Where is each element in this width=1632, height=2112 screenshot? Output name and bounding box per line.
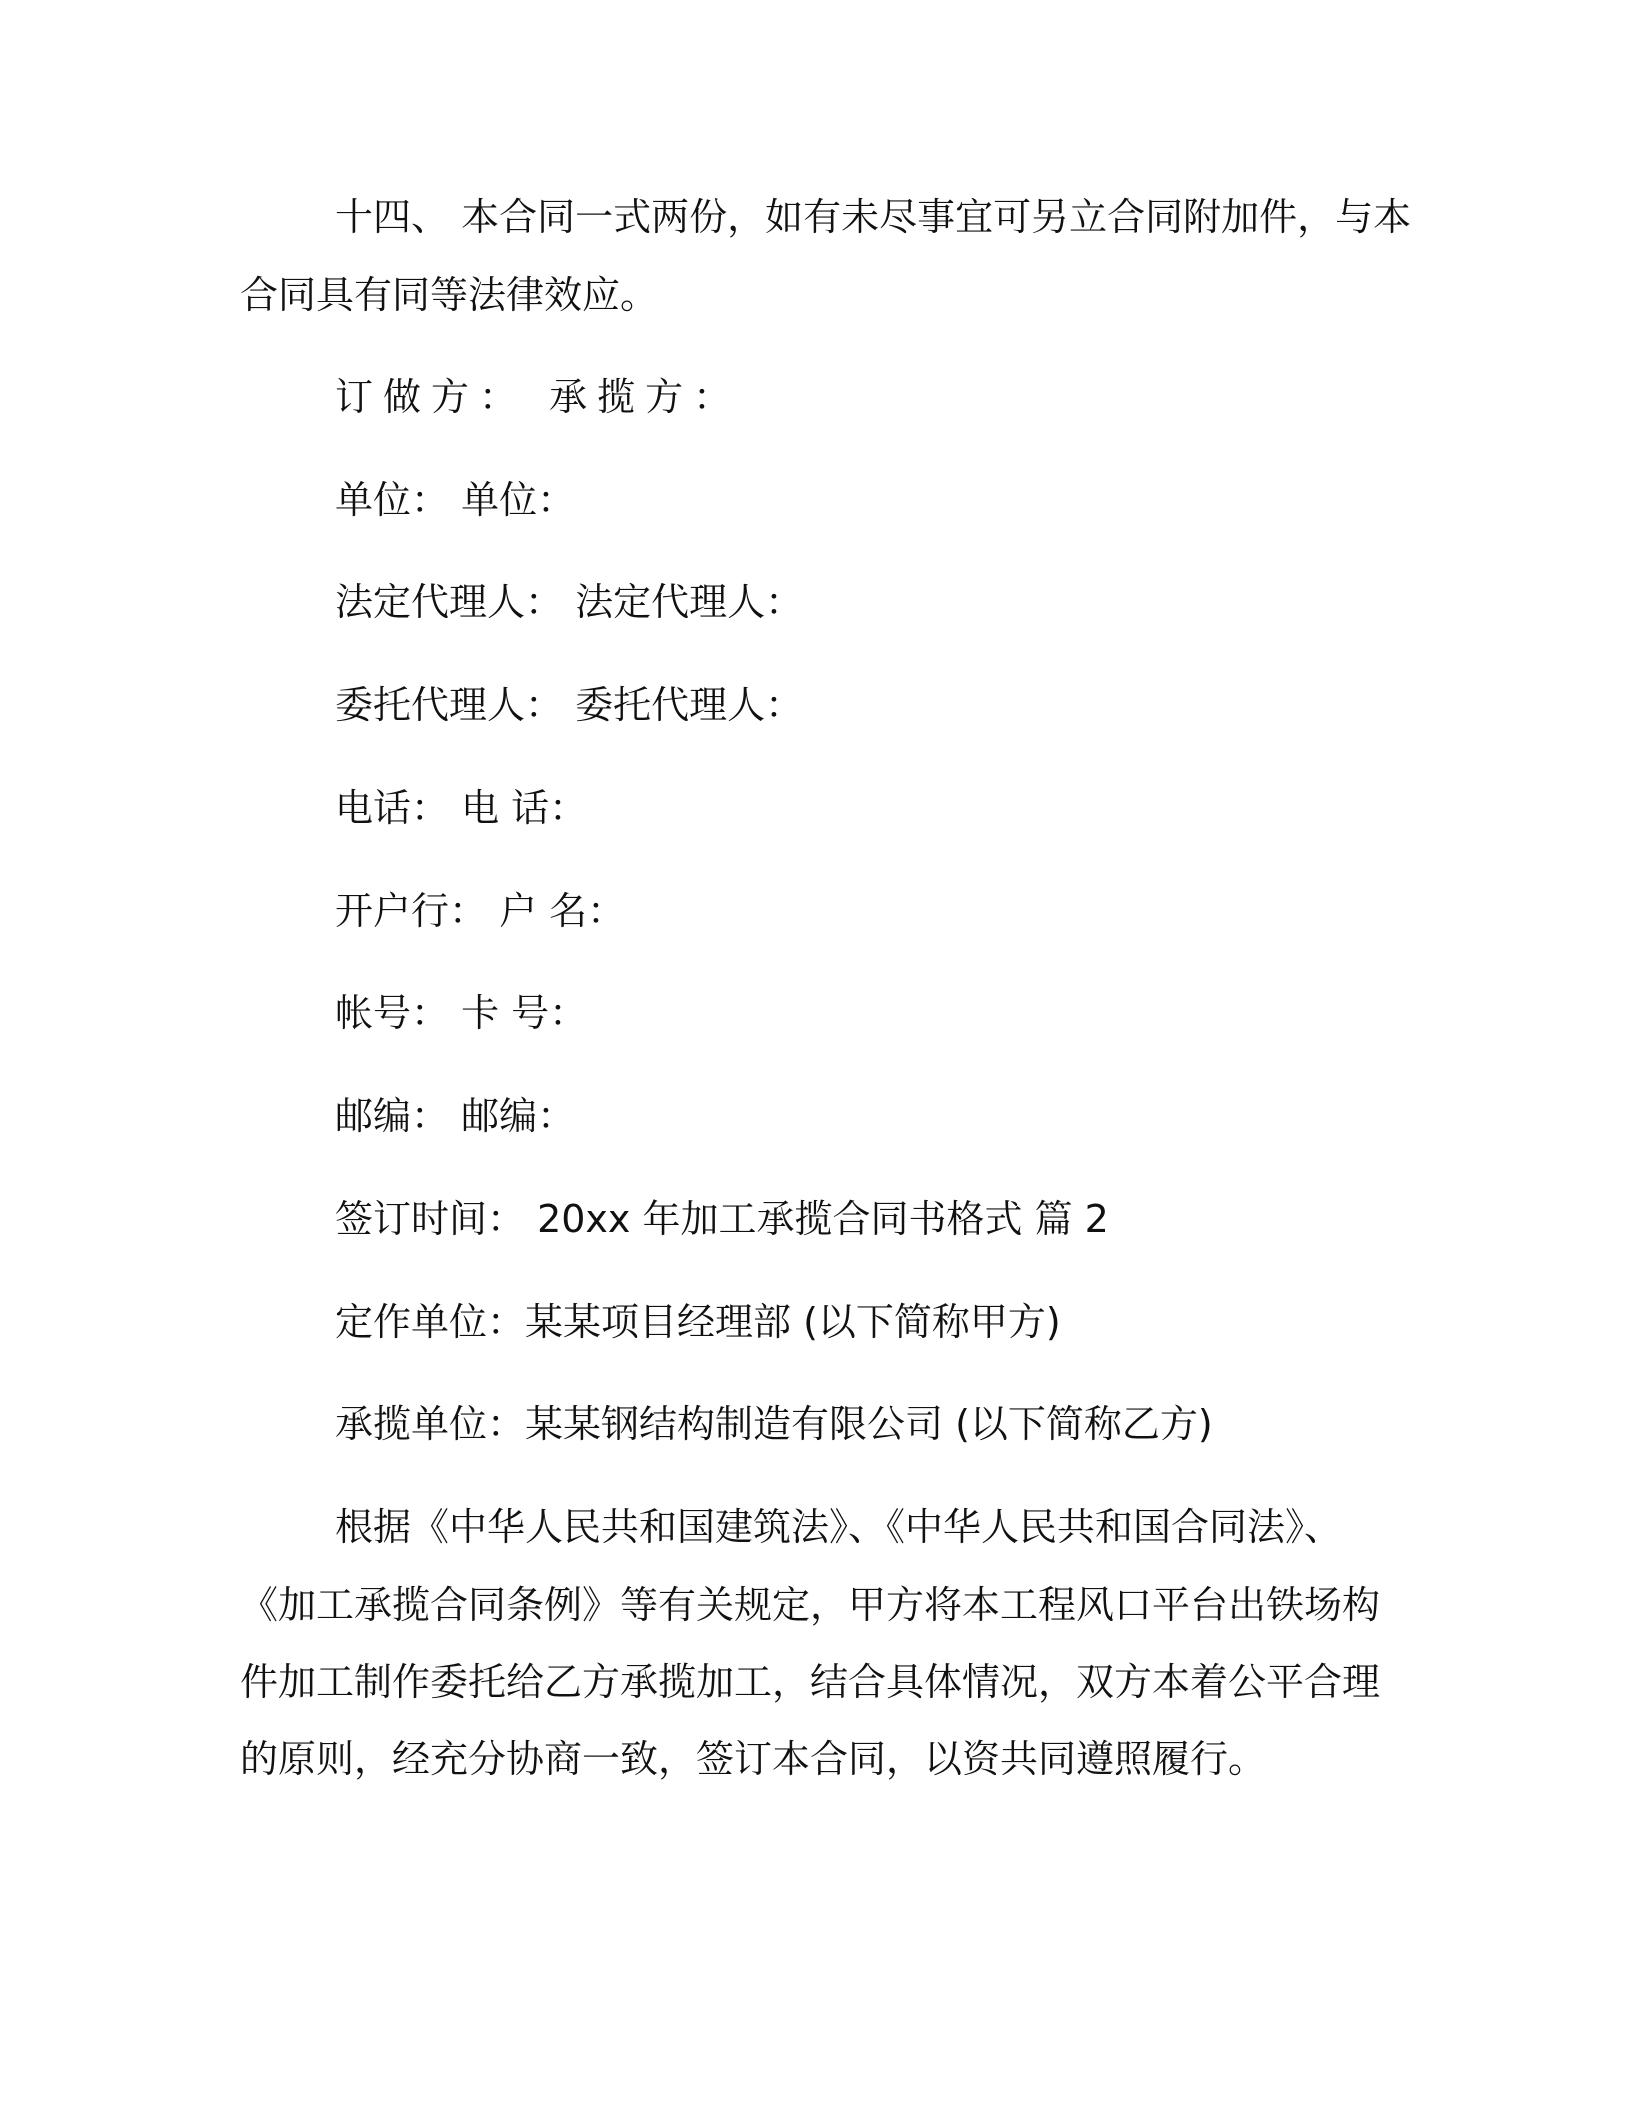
signature-account: 帐号： 卡 号：: [335, 991, 588, 1035]
signature-postcode: 邮编： 邮编：: [335, 1094, 576, 1138]
signature-bank: 开户行： 户 名：: [335, 889, 626, 933]
preamble-line-2: 《加工承揽合同条例》等有关规定，甲方将本工程风口平台出铁场构: [240, 1583, 1381, 1627]
signature-phone: 电话： 电 话：: [335, 786, 588, 830]
signature-parties: 订做方： 承揽方：: [335, 375, 742, 419]
ordering-unit: 定作单位：某某项目经理部 (以下简称甲方): [335, 1300, 1061, 1344]
signature-sign-time: 签订时间： 20xx 年加工承揽合同书格式 篇 2: [335, 1197, 1109, 1241]
preamble-line-4: 的原则，经充分协商一致，签订本合同，以资共同遵照履行。: [240, 1737, 1267, 1781]
preamble-line-1: 根据《中华人民共和国建筑法》、《中华人民共和国合同法》、: [335, 1505, 1343, 1549]
signature-unit: 单位： 单位：: [335, 478, 576, 522]
contractor-unit: 承揽单位：某某钢结构制造有限公司 (以下简称乙方): [335, 1402, 1213, 1446]
clause-14-line-2: 合同具有同等法律效应。: [240, 273, 659, 317]
clause-14-line-1: 十四、 本合同一式两份，如有未尽事宜可另立合同附加件，与本: [335, 195, 1412, 239]
preamble-line-3: 件加工制作委托给乙方承揽加工，结合具体情况，双方本着公平合理: [240, 1660, 1381, 1704]
signature-legal-rep: 法定代理人： 法定代理人：: [335, 580, 804, 624]
signature-agent: 委托代理人： 委托代理人：: [335, 683, 804, 727]
